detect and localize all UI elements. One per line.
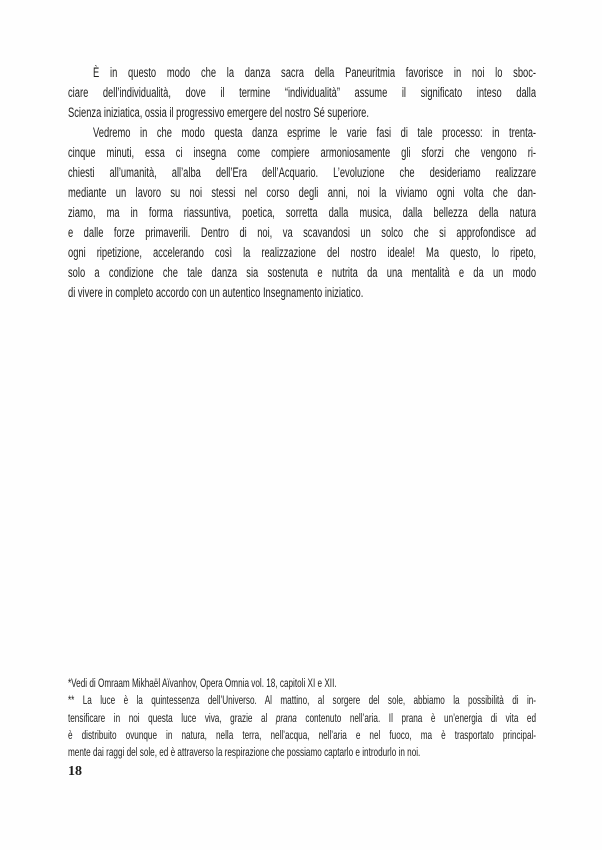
body-text-line: e dalle forze primaverili. Dentro di noi, va scavandosi un solco che si approfondisce ad bbox=[68, 225, 537, 241]
footnote-line: *Vedi di Omraam Mikhaël Aïvanhov, Opera Omnia vol. 18, capitoli XI e XII. bbox=[68, 676, 337, 690]
footnote-text: contenuto nell’aria. Il prana è un’energia di vita ed bbox=[296, 710, 537, 725]
body-text-line: ciare dell’individualità, dove il termine “individualità” assume il significato inteso dalla bbox=[68, 85, 537, 101]
body-text bbox=[68, 63, 536, 303]
body-text-line: È in questo modo che la danza sacra della Paneuritmia favorisce in noi lo sboc- bbox=[93, 65, 537, 81]
body-text-line: mediante un lavoro su noi stessi nel corso degli anni, noi la viviamo ogni volta che dan- bbox=[68, 185, 537, 201]
body-text-line: Scienza iniziatica, ossia il progressivo emergere del nostro Sé superiore. bbox=[68, 105, 369, 121]
footnote-line: è distribuito ovunque in natura, nella terra, nell’acqua, nell’aria e nel fuoco, ma è trasportato principal- bbox=[68, 727, 537, 742]
body-text-line: di vivere in completo accordo con un autentico Insegnamento iniziatico. bbox=[68, 285, 364, 301]
body-text-line: ziamo, ma in forma riassuntiva, poetica, sorretta dalla musica, dalla bellezza della natura bbox=[68, 205, 537, 221]
body-text-line: chiesti all’umanità, all’alba dell’Era dell’Acquario. L’evoluzione che desideriamo realizzare bbox=[68, 165, 537, 181]
body-text-line: solo a condizione che tale danza sia sostenuta e nutrita da una mentalità e da un modo bbox=[68, 265, 537, 281]
footnote-line: mente dai raggi del sole, ed è attraverso la respirazione che possiamo captarlo e introdurlo in noi. bbox=[68, 745, 421, 760]
page-number: 18 bbox=[68, 764, 82, 779]
body-text-line: ogni ripetizione, accelerando così la realizzazione del nostro ideale! Ma questo, lo ripeto, bbox=[68, 245, 537, 261]
footnote-text: tensificare in noi questa luce viva, grazie al bbox=[68, 710, 276, 725]
footnote-block bbox=[68, 675, 536, 761]
body-text-line: cinque minuti, essa ci insegna come compiere armoniosamente gli sforzi che vengono ri- bbox=[68, 145, 537, 161]
footnote-line: ** La luce è la quintessenza dell’Universo. Al mattino, al sorgere del sole, abbiamo la possibilità di in- bbox=[68, 693, 537, 708]
footnote-italic-term: prana bbox=[275, 710, 297, 725]
body-text-line: Vedremo in che modo questa danza esprime le varie fasi di tale processo: in trenta- bbox=[93, 125, 537, 141]
footnote-line bbox=[68, 710, 536, 727]
